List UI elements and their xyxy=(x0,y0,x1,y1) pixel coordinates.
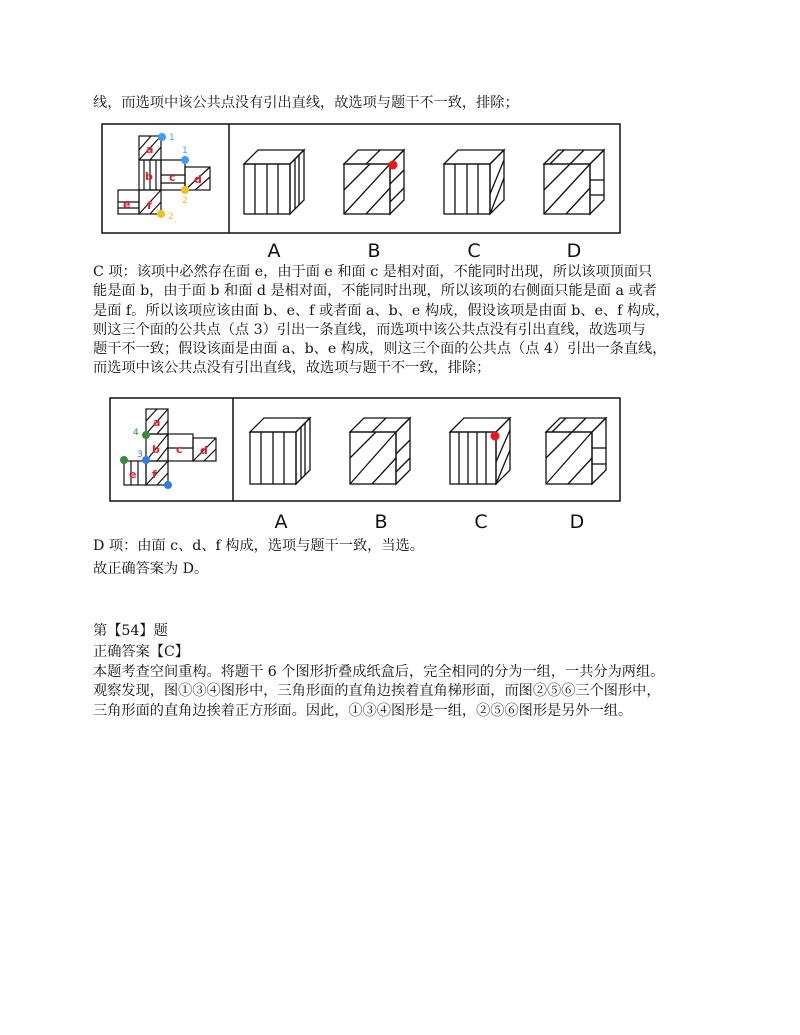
point-3-label: 3 xyxy=(137,450,143,460)
point-1b-label: 1 xyxy=(182,146,188,156)
net2-face-a: a xyxy=(153,416,161,429)
figure-2-cube-a xyxy=(250,418,310,484)
point-3b-dot xyxy=(164,481,172,489)
net2-face-d: d xyxy=(200,444,208,457)
point-2a-label: 2 xyxy=(182,196,188,206)
d-option-line: D 项：由面 c、d、f 构成，选项与题干一致，当选。 xyxy=(93,538,424,554)
figure-2-option-b: B xyxy=(374,511,388,533)
net-face-a: a xyxy=(146,143,154,156)
net-face-c: c xyxy=(169,171,176,184)
q54-title: 第【54】题 xyxy=(93,623,168,639)
q54-answer: 正确答案【C】 xyxy=(93,644,189,660)
net-face-f: f xyxy=(147,199,152,212)
net-face-b: b xyxy=(145,170,153,183)
figure-2-option-c: C xyxy=(474,511,488,533)
point-4a-dot xyxy=(142,431,150,439)
text-line-top: 线，而选项中该公共点没有引出直线，故选项与题干不一致，排除； xyxy=(93,95,519,111)
point-2b-label: 2 xyxy=(168,212,174,222)
figure-2-option-d: D xyxy=(569,511,585,533)
q54-paragraph: 本题考查空间重构。将题干 6 个图形折叠成纸盒后，完全相同的分为一组，一共分为两组。 观察发现，图①③④图形中，三角形面的直角边挨着直角梯形面，而图②⑤⑥三个图形中， 三角形面的直角边挨着正方形面。因此，①③④图形是一组，②⑤⑥图形是另外一组。 xyxy=(93,664,665,719)
net2-face-f: f xyxy=(152,468,157,481)
net2-face-b: b xyxy=(152,443,160,456)
point-3a-dot xyxy=(142,456,150,464)
net-face-d: d xyxy=(194,173,202,186)
point-4b-dot xyxy=(120,456,128,464)
figure-1-option-c: C xyxy=(467,240,481,262)
figure-2-option-a: A xyxy=(274,511,288,533)
answer-line: 故正确答案为 D。 xyxy=(93,561,209,577)
figure-2-cube-c-red-dot xyxy=(491,432,500,441)
net2-face-c: c xyxy=(176,443,183,456)
figure-1-option-a: A xyxy=(267,240,281,262)
figure-2-cube-d xyxy=(546,418,606,484)
figure-2-frame xyxy=(110,398,620,501)
point-1a-label: 1 xyxy=(169,133,175,143)
point-4-label: 4 xyxy=(133,428,139,438)
figure-1-option-d: D xyxy=(566,240,582,262)
figure-2-cube-c xyxy=(450,418,510,484)
c-option-paragraph: C 项：该项中必然存在面 e，由于面 e 和面 c 是相对面，不能同时出现，所以该项顶面只 能是面 b，由于面 b 和面 d 是相对面，不能同时出现，所以该项的右侧面只能是面 a 或者 是面 f。所以该项应该由面 b、e、f 或者面 a、b、e 构成，假设该项是由面 b、e、f 构成， 则这三个面的公共点（点 3）引出一条直线，而选项中该公共点没有引出直线，故选项与 题干不一致；假设该面是由面 a、b、e 构成，则这三个面的公共点（点 4）引出一条直线， 而选项中该公共点没有引出直线，故选项与题干不一致，排除； xyxy=(93,264,670,377)
figure-2-cube-b xyxy=(350,418,410,484)
net-face-e: e xyxy=(123,198,131,211)
net2-face-e: e xyxy=(129,468,137,481)
figure-1-option-b: B xyxy=(367,240,381,262)
